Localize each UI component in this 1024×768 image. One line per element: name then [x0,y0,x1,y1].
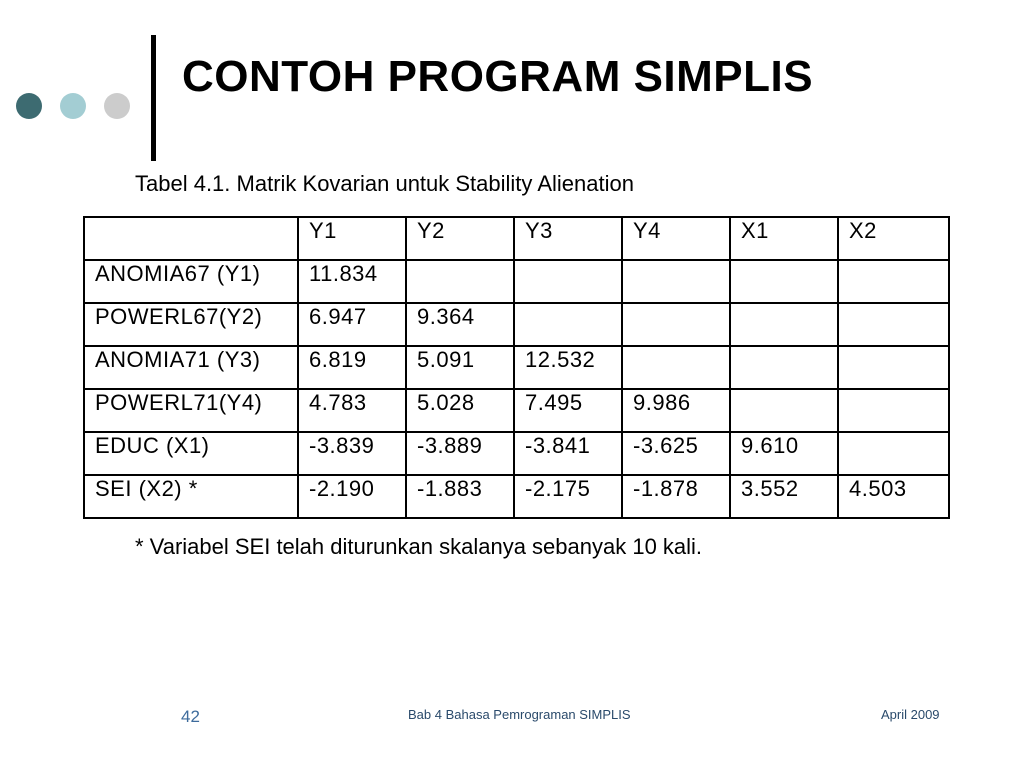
row-label-cell: EDUC (X1) [84,432,298,475]
value-cell [838,432,949,475]
table-footnote: * Variabel SEI telah diturunkan skalanya sebanyak 10 kali. [135,534,703,559]
value-cell [406,260,514,303]
value-cell: 9.610 [730,432,838,475]
table-row [84,389,949,432]
value-cell [622,260,730,303]
table-body [84,217,949,518]
table-row [84,260,949,303]
value-cell [838,260,949,303]
value-cell: -3.625 [622,432,730,475]
accent-dot-dark [16,93,42,119]
value-cell: 9.986 [622,389,730,432]
row-label-cell: ANOMIA67 (Y1) [84,260,298,303]
value-cell [838,346,949,389]
value-cell [730,346,838,389]
value-cell: 11.834 [298,260,406,303]
value-cell: 5.028 [406,389,514,432]
slide-title: CONTOH PROGRAM SIMPLIS [182,52,814,101]
value-cell [622,303,730,346]
row-label-cell: POWERL67(Y2) [84,303,298,346]
table-row [84,475,949,518]
value-cell [514,303,622,346]
header-cell: Y1 [298,217,406,260]
value-cell: -3.889 [406,432,514,475]
table-header-row [84,217,949,260]
value-cell [730,260,838,303]
table-caption: Tabel 4.1. Matrik Kovarian untuk Stability Alienation [135,171,634,196]
row-label-cell: SEI (X2) * [84,475,298,518]
value-cell: 3.552 [730,475,838,518]
value-cell [838,303,949,346]
value-cell: 6.947 [298,303,406,346]
accent-dot-light [60,93,86,119]
row-label-cell: ANOMIA71 (Y3) [84,346,298,389]
value-cell: 4.783 [298,389,406,432]
header-cell: Y3 [514,217,622,260]
header-cell-corner [84,217,298,260]
accent-dot-gray [104,93,130,119]
row-label-cell: POWERL71(Y4) [84,389,298,432]
value-cell: -1.878 [622,475,730,518]
value-cell [730,303,838,346]
value-cell: -2.175 [514,475,622,518]
value-cell: -2.190 [298,475,406,518]
value-cell: 5.091 [406,346,514,389]
table-row [84,346,949,389]
header-cell: Y2 [406,217,514,260]
value-cell: -3.839 [298,432,406,475]
table-row [84,303,949,346]
header-cell: X1 [730,217,838,260]
table-row [84,432,949,475]
value-cell: 7.495 [514,389,622,432]
value-cell [730,389,838,432]
value-cell: -1.883 [406,475,514,518]
value-cell [838,389,949,432]
value-cell [514,260,622,303]
footer-chapter-title: Bab 4 Bahasa Pemrograman SIMPLIS [408,707,631,722]
value-cell: 6.819 [298,346,406,389]
value-cell: 12.532 [514,346,622,389]
covariance-matrix-table [83,216,950,519]
footer-date: April 2009 [881,707,940,722]
value-cell: -3.841 [514,432,622,475]
title-divider-bar [151,35,156,161]
value-cell: 9.364 [406,303,514,346]
value-cell: 4.503 [838,475,949,518]
header-cell: X2 [838,217,949,260]
slide-number: 42 [181,707,200,726]
value-cell [622,346,730,389]
header-cell: Y4 [622,217,730,260]
